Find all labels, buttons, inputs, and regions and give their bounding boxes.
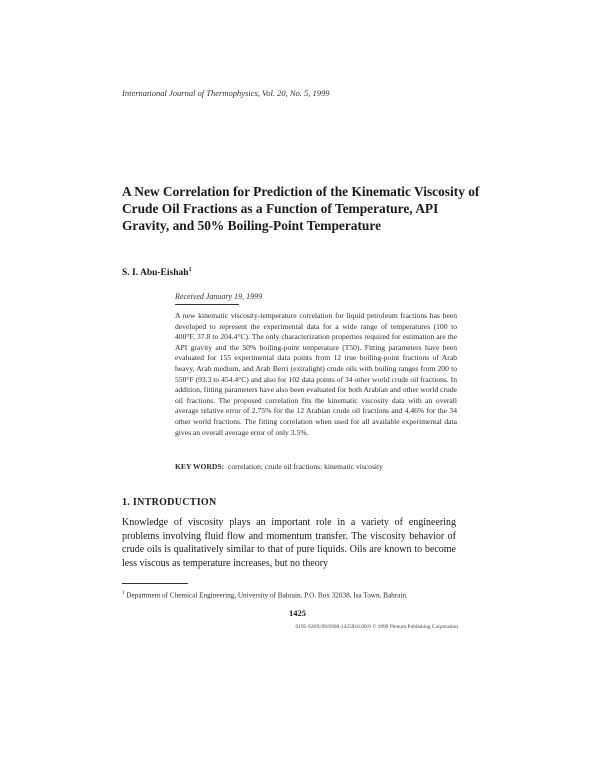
abstract-divider bbox=[175, 304, 239, 305]
footnote bbox=[122, 589, 458, 601]
journal-header: International Journal of Thermophysics, Vol. 20, No. 5, 1999 bbox=[122, 88, 330, 98]
section-heading-introduction: 1. INTRODUCTION bbox=[122, 497, 217, 508]
footnote-divider bbox=[122, 583, 188, 584]
author-footnote-mark: 1 bbox=[188, 267, 192, 273]
footnote-text: Department of Chemical Engineering, University of Bahrain, P.O. Box 32038, Isa Town, Bahrain. bbox=[126, 591, 408, 600]
page-number: 1425 bbox=[289, 608, 306, 618]
keywords-label: KEY WORDS: bbox=[175, 462, 225, 471]
abstract: A new kinematic viscosity-temperature correlation for liquid petroleum fractions has been developed to represent the experimental data for a wide range of temperatures (100 to 400°F, 37.8 to 204.4°C). The only characterization properties required for estimation are the API gravity and the 50% boiling-point temperature (T50). Fitting parameters have been evaluated for 155 experimental data points from 12 true boiling-point fractions of Arab heavy, Arab medium, and Arab Berri (extralight) crude oils with boiling ranges from 200 to 550°F (93.3 to 454.4°C) and also for 102 data points of 34 other world crude oil fractions. In addition, fitting parameters have also been evaluated for both Arabian and other world crude oil fractions. The proposed correlation fits the kinematic viscosity data with an overall average relative error of 2.75% for the 12 Arabian crude oil fractions and 4.46% for the 34 other world fractions. The fitting correlation when used for all available experimental data gives an overall average error of only 3.5%. bbox=[175, 311, 457, 437]
author-name bbox=[122, 267, 192, 278]
copyright-line: 0195-928X/99/0900-1425$16.00/0 © 1999 Plenum Publishing Corporation bbox=[295, 624, 458, 630]
introduction-paragraph: Knowledge of viscosity plays an important role in a variety of engineering problems involving fluid flow and momentum transfer. The viscosity behavior of crude oils is qualitatively similar to that of pure liquids. Oils are known to become less viscous as temperature increases, but no theory bbox=[122, 517, 456, 569]
keywords bbox=[175, 462, 457, 471]
footnote-mark: 1 bbox=[122, 591, 125, 596]
keywords-text: correlation; crude oil fractions; kinematic viscosity bbox=[227, 462, 383, 471]
article-title: A New Correlation for Prediction of the Kinematic Viscosity of Crude Oil Fractions as a Function of Temperature, API Gravity, and 50% Boiling-Point Temperature bbox=[122, 184, 480, 233]
received-date: Received January 19, 1999 bbox=[175, 292, 263, 301]
author-text: S. I. Abu-Eishah bbox=[122, 268, 189, 279]
